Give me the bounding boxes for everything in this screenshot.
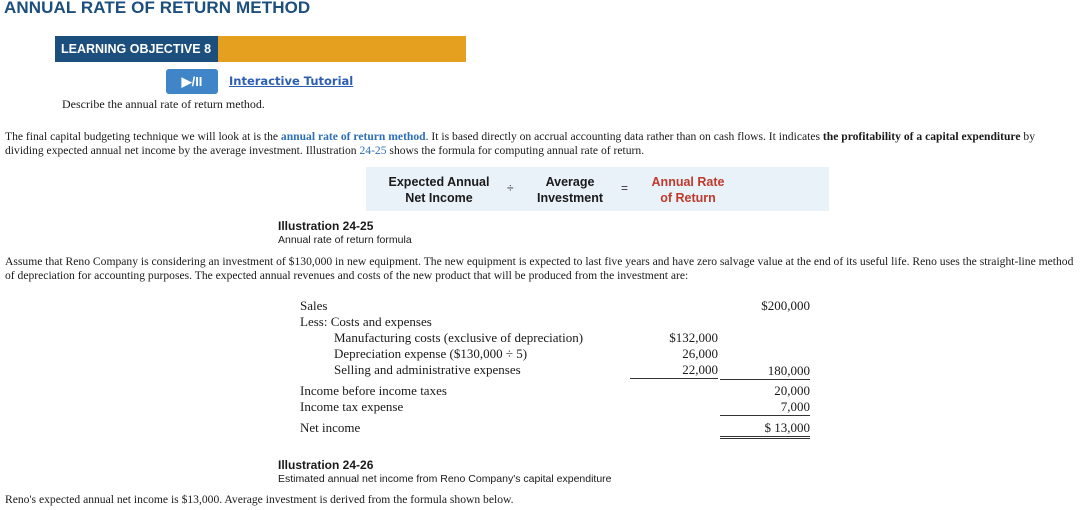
row-value: $ 13,000 bbox=[720, 420, 810, 439]
statement-row bbox=[300, 399, 820, 415]
statement-row bbox=[300, 383, 820, 399]
statement-row bbox=[300, 314, 820, 330]
intro-paragraph bbox=[5, 130, 1075, 158]
illustration-caption: Estimated annual net income from Reno Company's capital expenditure bbox=[278, 473, 612, 485]
statement-row bbox=[300, 362, 820, 378]
row-label: Manufacturing costs (exclusive of depreciation) bbox=[334, 330, 584, 345]
glossary-term-link[interactable]: annual rate of return method bbox=[280, 130, 426, 143]
formula-term-line: of Return bbox=[660, 191, 716, 205]
row-label: Less: Costs and expenses bbox=[300, 314, 432, 329]
formula-term-line: Expected Annual bbox=[388, 175, 490, 189]
formula-term-line: Investment bbox=[537, 191, 603, 205]
equals-operator: = bbox=[621, 181, 629, 195]
row-label: Net income bbox=[300, 420, 361, 435]
row-label: Income before income taxes bbox=[300, 383, 447, 398]
learning-objective-label: LEARNING OBJECTIVE 8 bbox=[55, 36, 218, 62]
formula-numerator bbox=[376, 174, 502, 206]
formula-result bbox=[636, 174, 740, 206]
formula-denominator bbox=[526, 174, 614, 206]
intro-text: by dividing expected annual net income by the average investment. Illustration bbox=[5, 130, 1036, 157]
formula-term-line: Annual Rate bbox=[651, 175, 725, 189]
statement-row bbox=[300, 298, 820, 314]
learning-objective-bar bbox=[55, 36, 466, 62]
row-label: Income tax expense bbox=[300, 399, 404, 414]
intro-bold-text: the profitability of a capital expenditure bbox=[822, 130, 1021, 143]
row-label: Selling and administrative expenses bbox=[334, 362, 521, 377]
row-value: 22,000 bbox=[630, 362, 718, 379]
intro-text: The final capital budgeting technique we will look at is the bbox=[5, 130, 281, 143]
formula-box bbox=[366, 167, 829, 211]
intro-text: shows the formula for computing annual rate of return. bbox=[386, 144, 645, 157]
illustration-title: Illustration 24-26 bbox=[278, 458, 374, 472]
formula-term-line: Average bbox=[545, 175, 595, 189]
page-title: ANNUAL RATE OF RETURN METHOD bbox=[4, 0, 311, 17]
row-value: 26,000 bbox=[682, 346, 718, 361]
illustration-caption: Annual rate of return formula bbox=[278, 234, 412, 246]
row-label: Sales bbox=[300, 298, 328, 313]
statement-row bbox=[300, 346, 820, 362]
row-label: Depreciation expense ($130,000 ÷ 5) bbox=[334, 346, 528, 361]
row-value: $132,000 bbox=[669, 330, 718, 345]
row-value: 7,000 bbox=[720, 399, 810, 416]
row-value: 20,000 bbox=[774, 383, 810, 398]
row-value: 180,000 bbox=[720, 363, 810, 380]
illustration-title: Illustration 24-25 bbox=[278, 219, 374, 233]
divide-operator: ÷ bbox=[507, 181, 514, 195]
formula-term-line: Net Income bbox=[405, 191, 473, 205]
illustration-ref-link[interactable]: 24-25 bbox=[359, 144, 387, 157]
intro-text: . It is based directly on accrual accounting data rather than on cash flows. It indicates bbox=[425, 130, 823, 143]
income-statement bbox=[300, 296, 820, 444]
objective-description: Describe the annual rate of return method. bbox=[62, 97, 265, 111]
play-pause-icon[interactable]: ▶/II bbox=[166, 69, 218, 94]
statement-row bbox=[300, 420, 820, 436]
assume-paragraph: Assume that Reno Company is considering an investment of $130,000 in new equipment. The new equipment is expected to last five years and have zero salvage value at the end of its useful life. Reno uses the straight-line method of depreciation for accounting purposes. The expected annual revenues and costs of the new product that will be produced from the investment are: bbox=[5, 255, 1074, 282]
interactive-tutorial-link[interactable]: Interactive Tutorial bbox=[229, 74, 354, 88]
statement-row bbox=[300, 330, 820, 346]
row-value: $200,000 bbox=[761, 298, 810, 313]
closing-paragraph: Reno's expected annual net income is $13,000. Average investment is derived from the formula shown below. bbox=[5, 493, 514, 506]
